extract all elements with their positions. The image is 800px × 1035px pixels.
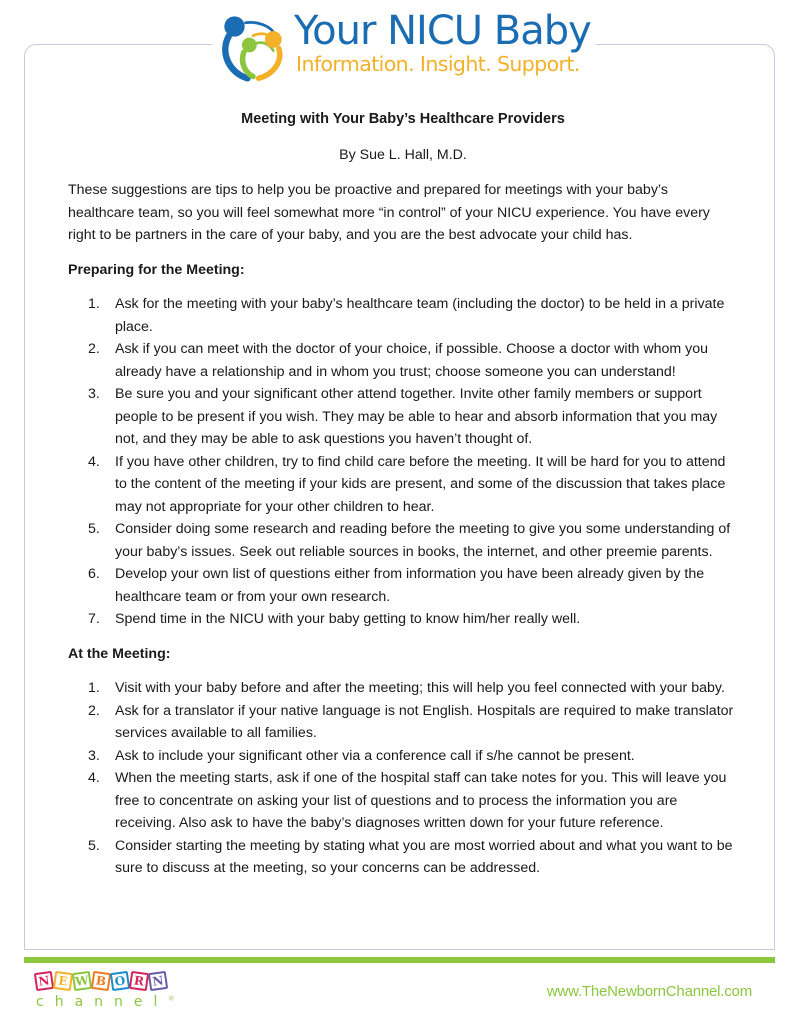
logo-title: Your NICU Baby: [294, 8, 591, 54]
list-item: 4. When the meeting starts, ask if one of the hospital staff can take notes for you. This will leave you free to concentrate on asking your list of questions and to process the information you are receiving. Also ask to have the baby’s diagnoses written down for your future reference.: [88, 770, 727, 831]
letter-block-icon: N: [148, 971, 168, 991]
list-item: 5. Consider doing some research and reading before the meeting to give you some understanding of your baby’s issues. Seek out reliable sources in books, the internet, and other preemie parents.: [88, 521, 731, 560]
document-title: Meeting with Your Baby’s Healthcare Providers: [241, 111, 565, 127]
list-item: 6. Develop your own list of questions either from information you have been already given by the healthcare team or from your own research.: [88, 566, 705, 605]
channel-wordmark: channel®: [36, 994, 175, 1010]
list-item: 3. Be sure you and your significant other attend together. Invite other family members or support people to be present if you wish. They may be able to hear and absorb information that you may not, and they may be able to ask questions you haven’t thought of.: [88, 386, 718, 447]
letter-block-icon: R: [129, 971, 149, 991]
section-heading-preparing: Preparing for the Meeting:: [68, 261, 245, 278]
document-body: [68, 108, 738, 892]
website-link[interactable]: www.TheNewbornChannel.com: [546, 983, 752, 1000]
section-heading-at-meeting: At the Meeting:: [68, 645, 171, 662]
list-item: 3. Ask to include your significant other via a conference call if s/he cannot be present.: [88, 747, 635, 764]
list-item: 1. Ask for the meeting with your baby’s healthcare team (including the doctor) to be held in a private place.: [88, 296, 725, 335]
footer-divider-bar: [24, 957, 775, 963]
letter-blocks: [35, 972, 194, 990]
at-meeting-list: [68, 677, 738, 880]
list-item: 7. Spend time in the NICU with your baby getting to know him/her really well.: [88, 611, 581, 627]
letter-block-icon: W: [72, 971, 92, 991]
byline: By Sue L. Hall, M.D.: [339, 146, 467, 163]
list-item: 2. Ask if you can meet with the doctor of your choice, if possible. Choose a doctor with whom you already have a relationship and in whom you trust; choose someone you can understand!: [88, 341, 709, 380]
list-item: 4. If you have other children, try to find child care before the meeting. It will be hard for you to attend to the content of the meeting if your kids are present, and some of the discussion that takes place may not appropriate for your other children to hear.: [88, 453, 726, 515]
letter-block-icon: E: [53, 971, 73, 991]
preparing-list: [68, 293, 738, 631]
list-item: 5. Consider starting the meeting by stating what you are most worried about and what you want to be sure to discuss at the meeting, so your concerns can be addressed.: [88, 837, 733, 876]
newborn-channel-logo: [34, 972, 194, 1022]
letter-block-icon: N: [34, 971, 54, 991]
list-item: 2. Ask for a translator if your native language is not English. Hospitals are required to make translator services available to all families.: [88, 702, 734, 741]
logo-tagline: Information. Insight. Support.: [296, 52, 580, 76]
your-nicu-baby-logo: [212, 4, 596, 86]
intro-paragraph: These suggestions are tips to help you be proactive and prepared for meetings with your baby’s healthcare team, so you will feel somewhat more “in control” of your NICU experience. You have every right to be partners in the care of your baby, and you are the best advocate your child has.: [68, 182, 710, 243]
family-circle-icon: [216, 6, 290, 84]
list-item: 1. Visit with your baby before and after the meeting; this will help you feel connected with your baby.: [88, 680, 725, 696]
letter-block-icon: O: [110, 971, 130, 991]
letter-block-icon: B: [91, 971, 111, 991]
